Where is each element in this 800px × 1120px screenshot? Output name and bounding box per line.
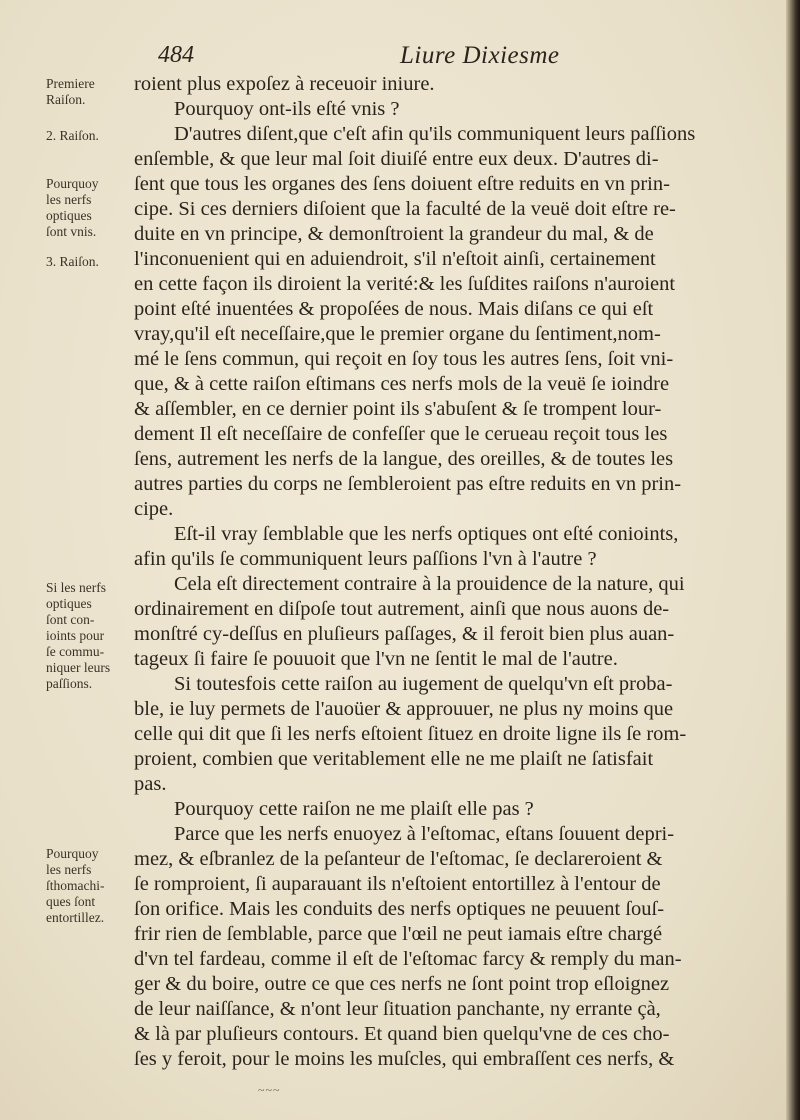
text-line: autres parties du corps ne ſembleroient pas eſtre reduits en vn prin-	[134, 473, 682, 495]
text-line: point eſté inuentées & propoſées de nous. Mais diſans ce qui eſt	[134, 298, 654, 320]
text-line: D'autres diſent,que c'eſt afin qu'ils communiquent leurs paſſions	[174, 123, 696, 145]
signature-mark: ~~~	[258, 1083, 281, 1097]
text-line: Pourquoy ont-ils eſté vnis ?	[174, 98, 400, 120]
text-line: afin qu'ils ſe communiquent leurs paſſions l'vn à l'autre ?	[134, 548, 597, 570]
margin-note-line: ſe commu-	[46, 644, 105, 659]
margin-note-line: ſthomachi-	[46, 878, 105, 893]
margin-note-line: Raiſon.	[46, 92, 86, 107]
text-line: ble, ie luy permets de l'auoüer & approuuer, ne plus ny moins que	[134, 698, 674, 720]
margin-note-line: Pourquoy	[46, 846, 99, 861]
text-line: ſon orifice. Mais les conduits des nerfs optiques ne peuuent ſouſ-	[134, 898, 665, 920]
margin-note-line: Pourquoy	[46, 176, 99, 191]
text-line: cipe. Si ces derniers diſoient que la faculté de la veuë doit eſtre re-	[134, 198, 676, 220]
text-line: cipe.	[134, 498, 174, 520]
text-line: proient, combien que veritablement elle ne me plaiſt ne ſatisfait	[134, 748, 654, 770]
text-line: Pourquoy cette raiſon ne me plaiſt elle pas ?	[174, 798, 534, 820]
page-number: 484	[158, 42, 194, 68]
text-line: en cette façon ils diroient la verité:& les ſuſdites raiſons n'auroient	[134, 273, 676, 295]
margin-note-line: entortillez.	[46, 910, 105, 925]
text-line: ger & du boire, outre ce que ces nerfs ne ſont point trop eſloignez	[134, 973, 670, 995]
margin-note-premiere-raison	[46, 76, 138, 108]
margin-note-line: Si les nerfs	[46, 580, 106, 595]
text-line: Eſt-il vray ſemblable que les nerfs optiques ont eſté conioints,	[174, 523, 679, 545]
text-line: ſens, autrement les nerfs de la langue, des oreilles, & de toutes les	[134, 448, 674, 470]
margin-note-line: ioints pour	[46, 628, 105, 643]
margin-note-line: ſont con-	[46, 612, 95, 627]
margin-note-line: ſont vnis.	[46, 224, 97, 239]
body-text	[134, 72, 788, 1072]
margin-note-line: niquer leurs	[46, 660, 111, 675]
margin-note-second-raison	[46, 128, 138, 144]
margin-note-line: les nerfs	[46, 192, 92, 207]
margin-note-line: paſſions.	[46, 676, 93, 691]
text-line: monſtré cy-deſſus en pluſieurs paſſages, & il feroit bien plus auan-	[134, 623, 675, 645]
margin-note-line: 2. Raiſon.	[46, 128, 99, 143]
text-line: mez, & eſbranlez de la peſanteur de l'eſtomac, ſe declareroient &	[134, 848, 663, 870]
text-line: frir rien de ſemblable, parce que l'œil ne peut iamais eſtre chargé	[134, 923, 663, 945]
page-gutter-shadow	[786, 0, 800, 1120]
text-line: ſes y feroit, pour le moins les muſcles, qui embraſſent ces nerfs, &	[134, 1048, 675, 1070]
text-line: ordinairement en diſpoſe tout autrement, ainſi que nous auons de-	[134, 598, 670, 620]
margin-note-line: optiques	[46, 208, 92, 223]
text-line: Si toutesfois cette raiſon au iugement de quelqu'vn eſt proba-	[174, 673, 673, 695]
margin-note-line: ques ſont	[46, 894, 96, 909]
text-line: l'inconuenient qui en aduiendroit, s'il n'eſtoit ainſi, certainement	[134, 248, 656, 270]
text-line: ſe romproient, ſi auparauant ils n'eſtoient entortillez à l'entour de	[134, 873, 661, 895]
margin-note-line: Premiere	[46, 76, 95, 91]
margin-note-third-raison	[46, 254, 138, 270]
text-line: Parce que les nerfs enuoyez à l'eſtomac, eſtans ſouuent depri-	[174, 823, 675, 845]
text-line: pas.	[134, 773, 167, 795]
margin-note-pourquoy-unis	[46, 176, 138, 240]
text-line: & aſſembler, en ce dernier point ils s'abuſent & ſe trompent lour-	[134, 398, 662, 420]
text-line: de leur naiſſance, & n'ont leur ſituation panchante, ny errante çà,	[134, 998, 661, 1020]
page-header	[0, 42, 800, 72]
text-line: & là par pluſieurs contours. Et quand bien quelqu'vne de ces cho-	[134, 1023, 670, 1045]
margin-note-line: optiques	[46, 596, 92, 611]
text-line: tageux ſi faire ſe pouuoit que l'vn ne ſentit le mal de l'autre.	[134, 648, 618, 670]
text-line: mé le ſens commun, qui reçoit en ſoy tous les autres ſens, ſoit vni-	[134, 348, 674, 370]
text-line: d'vn tel fardeau, comme il eſt de l'eſtomac farcy & remply du man-	[134, 948, 682, 970]
text-line: roient plus expoſez à receuoir iniure.	[134, 73, 435, 95]
margin-note-line: 3. Raiſon.	[46, 254, 99, 269]
margin-note-nerfs-conioints	[46, 580, 138, 692]
margin-note-nerfs-stomachiques	[46, 846, 138, 926]
text-line: dement Il eſt neceſſaire de confeſſer que le cerueau reçoit tous les	[134, 423, 668, 445]
text-line: duite en vn principe, & demonſtroient la grandeur du mal, & de	[134, 223, 654, 245]
text-line: celle qui dit que ſi les nerfs eſtoient ſituez en droite ligne ils ſe rom-	[134, 723, 687, 745]
running-title: Liure Dixiesme	[400, 42, 560, 69]
text-line: ſent que tous les organes des ſens doiuent eſtre reduits en vn prin-	[134, 173, 670, 195]
text-line: Cela eſt directement contraire à la prouidence de la nature, qui	[174, 573, 685, 595]
margin-note-line: les nerfs	[46, 862, 92, 877]
text-line: enſemble, & que leur mal ſoit diuiſé entre eux deux. D'autres di-	[134, 148, 659, 170]
text-line: vray,qu'il eſt neceſſaire,que le premier organe du ſentiment,nom-	[134, 323, 661, 345]
text-line: que, & à cette raiſon eſtimans ces nerfs mols de la veuë ſe ioindre	[134, 373, 670, 395]
